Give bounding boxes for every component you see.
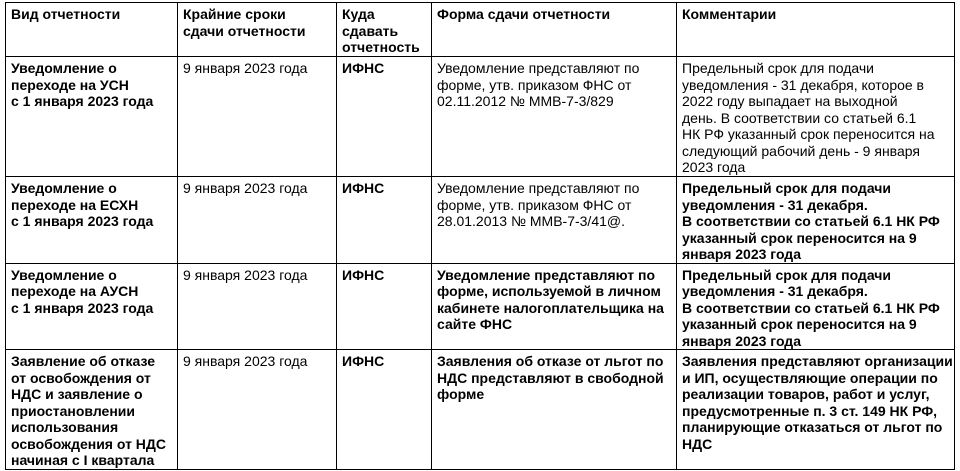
cell-report-type: Уведомление о переходе на ЕСХН с 1 января 2023 года xyxy=(6,177,178,264)
cell-form: Уведомление представляют по форме, утв. приказом ФНС от 28.01.2013 № ММВ-7-3/41@. xyxy=(432,177,677,264)
cell-where: ИФНС xyxy=(337,57,432,177)
cell-deadline: 9 января 2023 года xyxy=(178,350,337,470)
cell-deadline: 9 января 2023 года xyxy=(178,263,337,350)
table-row xyxy=(6,57,955,177)
header-where: Куда сдавать отчетность xyxy=(337,3,432,57)
header-form: Форма сдачи отчетности xyxy=(432,3,677,57)
header-deadline: Крайние сроки сдачи отчетности xyxy=(178,3,337,57)
table-header-row xyxy=(6,3,955,57)
cell-form: Уведомление представляют по форме, используемой в личном кабинете налогоплательщика на сайте ФНС xyxy=(432,263,677,350)
cell-report-type: Заявление об отказе от освобождения от НДС и заявление о приостановлении использования освобождения от НДС начиная с I квартала xyxy=(6,350,178,470)
cell-report-type: Уведомление о переходе на АУСН с 1 января 2023 года xyxy=(6,263,178,350)
cell-where: ИФНС xyxy=(337,177,432,264)
cell-deadline: 9 января 2023 года xyxy=(178,57,337,177)
cell-comment: Предельный срок для подачи уведомления - 31 декабря, которое в 2022 году выпадает на выходной день. В соответствии со статьей 6.1 НК РФ указанный срок переносится на следующий рабочий день - 9 января 2023 года xyxy=(677,57,955,177)
header-comments: Комментарии xyxy=(677,3,955,57)
table-row xyxy=(6,177,955,264)
table-row xyxy=(6,350,955,470)
cell-where: ИФНС xyxy=(337,263,432,350)
cell-comment: Предельный срок для подачи уведомления - 31 декабря. В соответствии со статьей 6.1 НК РФ указанный срок переносится на 9 января 2023 года xyxy=(677,263,955,350)
cell-form: Заявления об отказе от льгот по НДС представляют в свободной форме xyxy=(432,350,677,470)
cell-form: Уведомление представляют по форме, утв. приказом ФНС от 02.11.2012 № ММВ-7-3/829 xyxy=(432,57,677,177)
cell-comment: Предельный срок для подачи уведомления - 31 декабря. В соответствии со статьей 6.1 НК РФ указанный срок переносится на 9 января 2023 года xyxy=(677,177,955,264)
table-row xyxy=(6,263,955,350)
cell-report-type: Уведомление о переходе на УСН с 1 января 2023 года xyxy=(6,57,178,177)
cell-comment: Заявления представляют организации и ИП, осуществляющие операции по реализации товаров, работ и услуг, предусмотренные п. 3 ст. 149 НК РФ, планирующие отказаться от льгот по НДС xyxy=(677,350,955,470)
cell-deadline: 9 января 2023 года xyxy=(178,177,337,264)
cell-where: ИФНС xyxy=(337,350,432,470)
reporting-table xyxy=(5,2,955,470)
header-report-type: Вид отчетности xyxy=(6,3,178,57)
